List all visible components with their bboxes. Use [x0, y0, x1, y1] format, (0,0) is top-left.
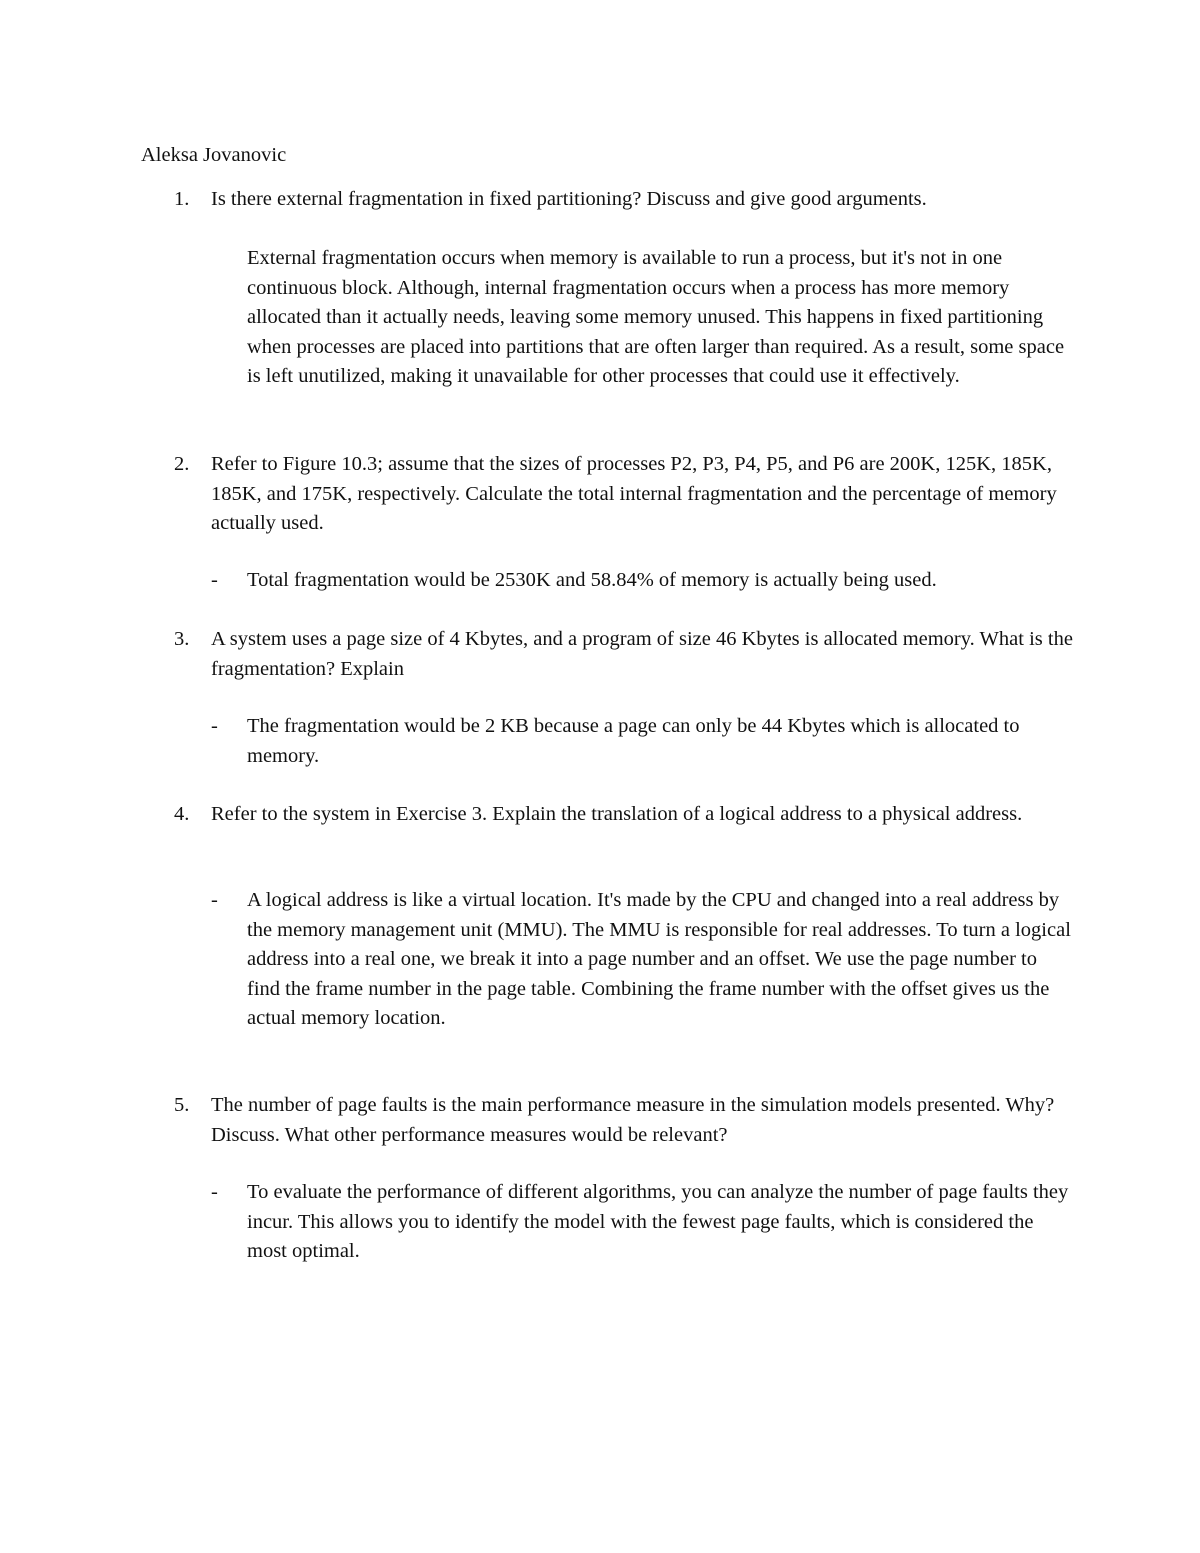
answer-1: [247, 244, 1067, 392]
answer-4: [211, 886, 1071, 1034]
answer-text: Total fragmentation would be 2530K and 58.84% of memory is actually being used.: [247, 569, 937, 591]
answer-text: A logical address is like a virtual location. It's made by the CPU and changed into a real address by the memory management unit (MMU). The MMU is responsible for real addresses. To turn a logical address into a real one, we break it into a page number and an offset. We use the page number to find the frame number in the page table. Combining the frame number with the offset gives us the actual memory location.: [247, 889, 1071, 1030]
question-number: 5.: [174, 1094, 190, 1116]
question-number: 3.: [174, 628, 190, 650]
question-1: [174, 185, 1074, 215]
question-text: A system uses a page size of 4 Kbytes, and a program of size 46 Kbytes is allocated memory. What is the fragmentation? Explain: [211, 628, 1073, 680]
bullet-dash: -: [211, 569, 218, 591]
question-2: [174, 450, 1074, 539]
answer-text: External fragmentation occurs when memory is available to run a process, but it's not in one continuous block. Although, internal fragmentation occurs when a process has more memory allocated than it actually needs, leaving some memory unused. This happens in fixed partitioning when processes are placed into partitions that are often larger than required. As a result, some space is left unutilized, making it unavailable for other processes that could use it effectively.: [247, 247, 1065, 388]
author-name: Aleksa Jovanovic: [141, 144, 287, 166]
answer-5: [211, 1178, 1071, 1267]
question-text: Is there external fragmentation in fixed partitioning? Discuss and give good arguments.: [211, 188, 927, 210]
question-text: Refer to Figure 10.3; assume that the sizes of processes P2, P3, P4, P5, and P6 are 200K, 125K, 185K, 185K, and 175K, respectively. Calculate the total internal fragmentation and the percentage of memory actually used.: [211, 453, 1057, 535]
question-5: [174, 1091, 1074, 1150]
bullet-dash: -: [211, 715, 218, 737]
answer-text: To evaluate the performance of different algorithms, you can analyze the number of page faults they incur. This allows you to identify the model with the fewest page faults, which is considered the most optimal.: [247, 1181, 1069, 1263]
question-number: 2.: [174, 453, 190, 475]
question-4: [174, 800, 1074, 830]
bullet-dash: -: [211, 889, 218, 911]
question-text: The number of page faults is the main performance measure in the simulation models presented. Why? Discuss. What other performance measures would be relevant?: [211, 1094, 1055, 1146]
answer-3: [211, 712, 1071, 771]
bullet-dash: -: [211, 1181, 218, 1203]
question-3: [174, 625, 1074, 684]
answer-text: The fragmentation would be 2 KB because a page can only be 44 Kbytes which is allocated to memory.: [247, 715, 1020, 767]
question-number: 4.: [174, 803, 190, 825]
answer-2: [211, 566, 1071, 596]
question-text: Refer to the system in Exercise 3. Explain the translation of a logical address to a physical address.: [211, 803, 1023, 825]
question-number: 1.: [174, 188, 190, 210]
